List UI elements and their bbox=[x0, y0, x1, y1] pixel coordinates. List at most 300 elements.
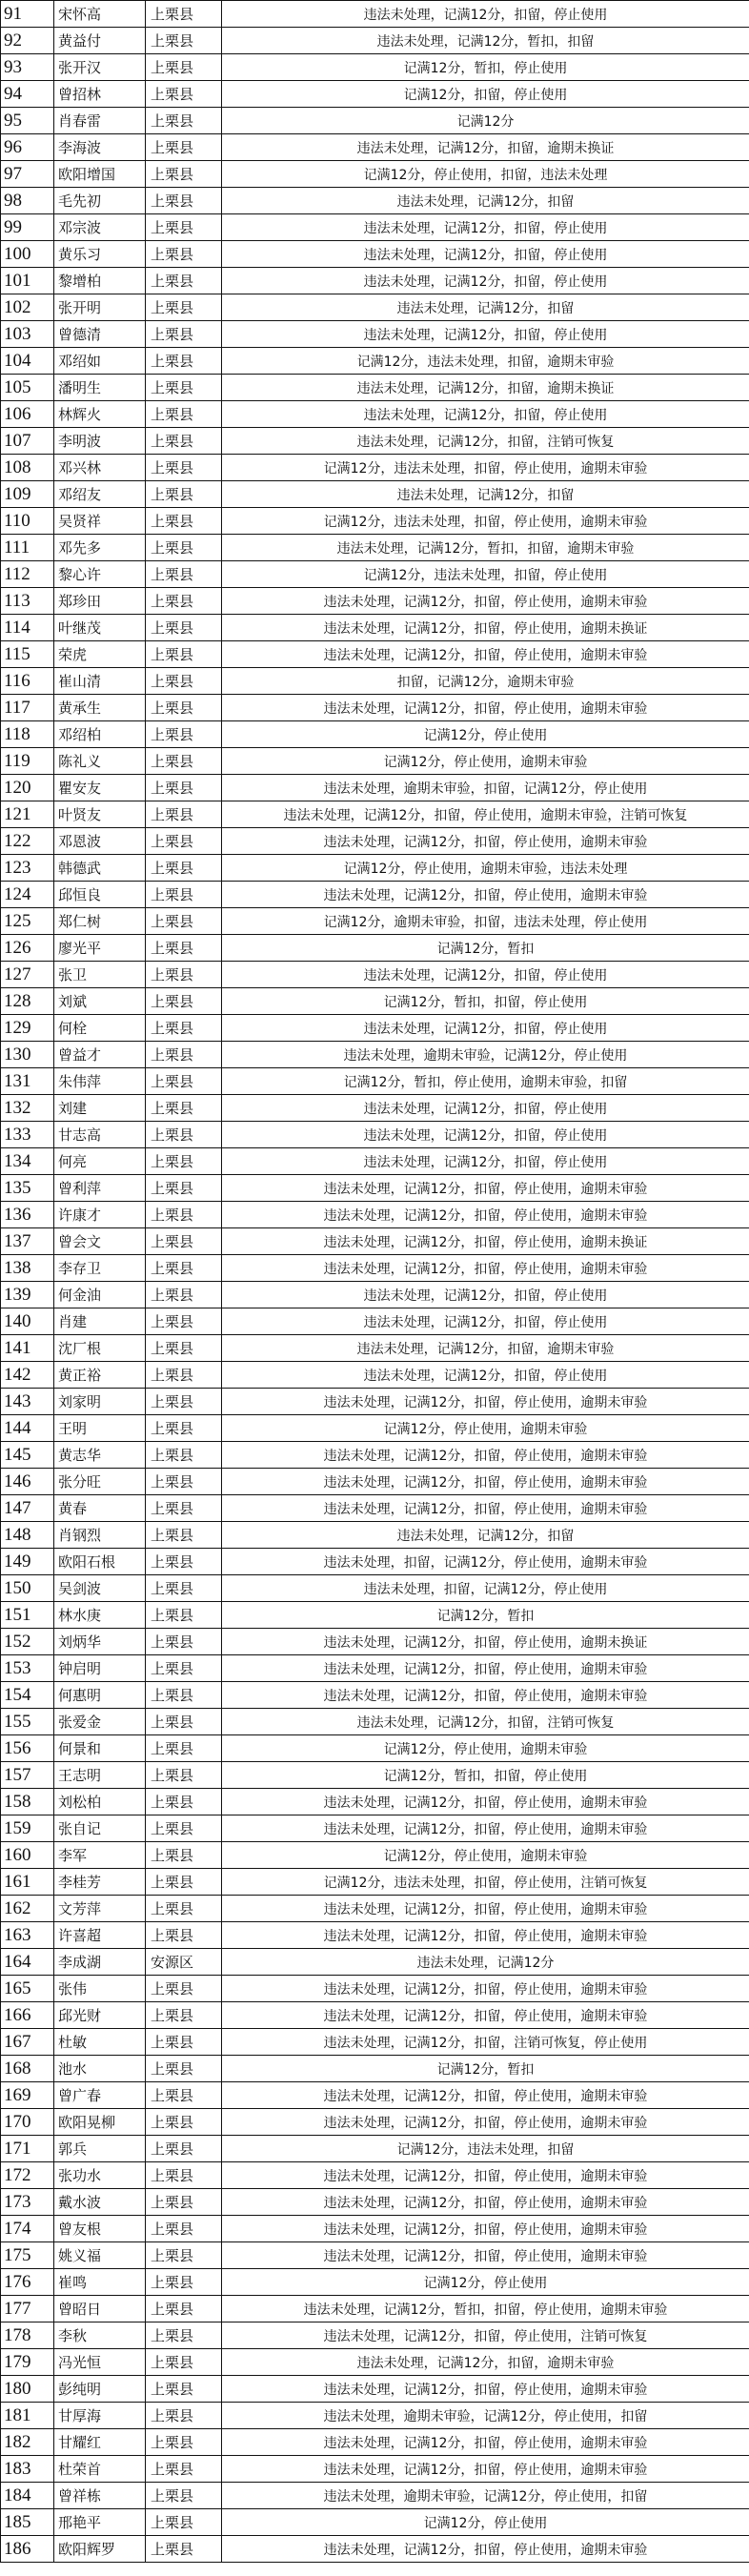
person-name: 杜荣首 bbox=[54, 2456, 146, 2483]
row-number: 156 bbox=[1, 1735, 54, 1762]
violation-status: 违法未处理，记满12分，扣留，停止使用 bbox=[222, 1095, 749, 1122]
row-number: 180 bbox=[1, 2376, 54, 2403]
table-row bbox=[1, 1842, 749, 1869]
row-number: 95 bbox=[1, 108, 54, 134]
row-number: 104 bbox=[1, 348, 54, 375]
person-name: 许康才 bbox=[54, 1202, 146, 1228]
person-name: 林辉火 bbox=[54, 401, 146, 428]
row-number: 158 bbox=[1, 1789, 54, 1815]
person-name: 韩德武 bbox=[54, 855, 146, 882]
person-name: 张自记 bbox=[54, 1815, 146, 1842]
violation-status: 违法未处理，扣留，记满12分，停止使用 bbox=[222, 1575, 749, 1602]
violation-status: 违法未处理，记满12分，扣留，停止使用，逾期未审验 bbox=[222, 1815, 749, 1842]
row-number: 125 bbox=[1, 908, 54, 935]
row-number: 123 bbox=[1, 855, 54, 882]
county-cell: 上栗县 bbox=[146, 1762, 222, 1789]
person-name: 姚义福 bbox=[54, 2242, 146, 2269]
row-number: 135 bbox=[1, 1175, 54, 1202]
row-number: 101 bbox=[1, 268, 54, 294]
row-number: 161 bbox=[1, 1869, 54, 1896]
violation-status: 违法未处理，记满12分，扣留，停止使用，逾期未审验 bbox=[222, 882, 749, 908]
violation-status: 违法未处理，记满12分，扣留，停止使用，逾期未审验 bbox=[222, 1789, 749, 1815]
person-name: 曾益才 bbox=[54, 1042, 146, 1068]
county-cell: 上栗县 bbox=[146, 695, 222, 721]
person-name: 毛先初 bbox=[54, 188, 146, 214]
table-row bbox=[1, 348, 749, 375]
row-number: 141 bbox=[1, 1335, 54, 1362]
row-number: 155 bbox=[1, 1709, 54, 1735]
person-name: 刘家明 bbox=[54, 1389, 146, 1415]
person-name: 欧阳石根 bbox=[54, 1549, 146, 1575]
person-name: 邓先多 bbox=[54, 535, 146, 561]
person-name: 李秋 bbox=[54, 2322, 146, 2349]
violation-status: 记满12分，违法未处理，扣留，逾期未审验 bbox=[222, 348, 749, 375]
violation-status: 违法未处理，记满12分，扣留，停止使用，逾期未审验 bbox=[222, 1976, 749, 2002]
person-name: 邢艳平 bbox=[54, 2509, 146, 2536]
violation-status: 违法未处理，记满12分，扣留，停止使用 bbox=[222, 1122, 749, 1148]
table-row bbox=[1, 2483, 749, 2509]
county-cell: 上栗县 bbox=[146, 641, 222, 668]
table-row bbox=[1, 1442, 749, 1469]
person-name: 李桂芳 bbox=[54, 1869, 146, 1896]
county-cell: 上栗县 bbox=[146, 455, 222, 481]
person-name: 黄春 bbox=[54, 1495, 146, 1522]
county-cell: 上栗县 bbox=[146, 161, 222, 188]
row-number: 178 bbox=[1, 2322, 54, 2349]
person-name: 廖光平 bbox=[54, 935, 146, 962]
county-cell: 上栗县 bbox=[146, 2509, 222, 2536]
county-cell: 上栗县 bbox=[146, 1362, 222, 1389]
table-row bbox=[1, 1415, 749, 1442]
person-name: 邱光财 bbox=[54, 2002, 146, 2029]
violation-status: 违法未处理，记满12分，扣留，停止使用，逾期未审验 bbox=[222, 588, 749, 615]
row-number: 106 bbox=[1, 401, 54, 428]
person-name: 戴水波 bbox=[54, 2189, 146, 2216]
table-row bbox=[1, 1042, 749, 1068]
person-name: 黄正裕 bbox=[54, 1362, 146, 1389]
table-row bbox=[1, 588, 749, 615]
county-cell: 上栗县 bbox=[146, 1842, 222, 1869]
table-row bbox=[1, 2322, 749, 2349]
table-row bbox=[1, 615, 749, 641]
table-row bbox=[1, 188, 749, 214]
violation-status: 记满12分，违法未处理，扣留 bbox=[222, 2136, 749, 2162]
violation-status: 记满12分，逾期未审验，扣留，违法未处理，停止使用 bbox=[222, 908, 749, 935]
table-row bbox=[1, 2536, 749, 2563]
county-cell: 上栗县 bbox=[146, 615, 222, 641]
county-cell: 上栗县 bbox=[146, 268, 222, 294]
violation-status: 扣留，记满12分，逾期未审验 bbox=[222, 668, 749, 695]
row-number: 115 bbox=[1, 641, 54, 668]
table-row bbox=[1, 1175, 749, 1202]
row-number: 173 bbox=[1, 2189, 54, 2216]
violation-status: 违法未处理，记满12分，暂扣，扣留 bbox=[222, 28, 749, 54]
person-name: 潘明生 bbox=[54, 375, 146, 401]
table-row bbox=[1, 1202, 749, 1228]
row-number: 182 bbox=[1, 2429, 54, 2456]
table-row bbox=[1, 908, 749, 935]
table-row bbox=[1, 1789, 749, 1815]
table-row bbox=[1, 1255, 749, 1282]
row-number: 108 bbox=[1, 455, 54, 481]
person-name: 吴剑波 bbox=[54, 1575, 146, 1602]
violation-status: 违法未处理，记满12分，扣留，停止使用，逾期未审验 bbox=[222, 1442, 749, 1469]
violation-status: 违法未处理，记满12分 bbox=[222, 1949, 749, 1976]
person-name: 曾昭日 bbox=[54, 2296, 146, 2322]
county-cell: 上栗县 bbox=[146, 1255, 222, 1282]
row-number: 152 bbox=[1, 1629, 54, 1655]
table-row bbox=[1, 294, 749, 321]
person-name: 张爱金 bbox=[54, 1709, 146, 1735]
person-name: 郭兵 bbox=[54, 2136, 146, 2162]
row-number: 130 bbox=[1, 1042, 54, 1068]
county-cell: 上栗县 bbox=[146, 2002, 222, 2029]
table-row bbox=[1, 641, 749, 668]
person-name: 彭纯明 bbox=[54, 2376, 146, 2403]
violation-status: 违法未处理，记满12分，扣留，停止使用，逾期未换证 bbox=[222, 615, 749, 641]
row-number: 102 bbox=[1, 294, 54, 321]
person-name: 欧阳晃柳 bbox=[54, 2109, 146, 2136]
person-name: 邓绍如 bbox=[54, 348, 146, 375]
person-name: 林水庚 bbox=[54, 1602, 146, 1629]
table-row bbox=[1, 161, 749, 188]
person-name: 刘炳华 bbox=[54, 1629, 146, 1655]
table-row bbox=[1, 2403, 749, 2429]
table-row bbox=[1, 988, 749, 1015]
person-name: 曾会文 bbox=[54, 1228, 146, 1255]
violation-status: 记满12分，违法未处理，扣留，停止使用 bbox=[222, 561, 749, 588]
violation-status: 记满12分，违法未处理，扣留，停止使用，逾期未审验 bbox=[222, 508, 749, 535]
person-name: 邓恩波 bbox=[54, 828, 146, 855]
county-cell: 上栗县 bbox=[146, 1442, 222, 1469]
table-row bbox=[1, 268, 749, 294]
county-cell: 上栗县 bbox=[146, 1068, 222, 1095]
row-number: 172 bbox=[1, 2162, 54, 2189]
table-row bbox=[1, 561, 749, 588]
person-name: 邓绍友 bbox=[54, 481, 146, 508]
row-number: 140 bbox=[1, 1308, 54, 1335]
person-name: 黄益付 bbox=[54, 28, 146, 54]
person-name: 陈礼义 bbox=[54, 748, 146, 775]
person-name: 何栓 bbox=[54, 1015, 146, 1042]
county-cell: 上栗县 bbox=[146, 134, 222, 161]
county-cell: 上栗县 bbox=[146, 294, 222, 321]
row-number: 163 bbox=[1, 1922, 54, 1949]
person-name: 肖春雷 bbox=[54, 108, 146, 134]
violation-status: 违法未处理，扣留，记满12分，停止使用，逾期未审验 bbox=[222, 1549, 749, 1575]
row-number: 177 bbox=[1, 2296, 54, 2322]
county-cell: 上栗县 bbox=[146, 1896, 222, 1922]
table-row bbox=[1, 28, 749, 54]
table-row bbox=[1, 1815, 749, 1842]
row-number: 114 bbox=[1, 615, 54, 641]
county-cell: 上栗县 bbox=[146, 1175, 222, 1202]
violation-status: 记满12分，停止使用，逾期未审验 bbox=[222, 1842, 749, 1869]
county-cell: 上栗县 bbox=[146, 935, 222, 962]
row-number: 153 bbox=[1, 1655, 54, 1682]
table-row bbox=[1, 1575, 749, 1602]
violation-status: 违法未处理，记满12分，扣留，停止使用，逾期未审验 bbox=[222, 2109, 749, 2136]
person-name: 张功水 bbox=[54, 2162, 146, 2189]
row-number: 171 bbox=[1, 2136, 54, 2162]
row-number: 157 bbox=[1, 1762, 54, 1789]
row-number: 176 bbox=[1, 2269, 54, 2296]
violation-status: 违法未处理，记满12分，扣留，停止使用，逾期未审验 bbox=[222, 2456, 749, 2483]
row-number: 109 bbox=[1, 481, 54, 508]
person-name: 刘斌 bbox=[54, 988, 146, 1015]
violation-status: 记满12分 bbox=[222, 108, 749, 134]
violation-status: 记满12分，暂扣，扣留，停止使用 bbox=[222, 988, 749, 1015]
person-name: 文芳萍 bbox=[54, 1896, 146, 1922]
row-number: 183 bbox=[1, 2456, 54, 2483]
row-number: 92 bbox=[1, 28, 54, 54]
county-cell: 上栗县 bbox=[146, 1495, 222, 1522]
person-name: 池水 bbox=[54, 2056, 146, 2082]
county-cell: 上栗县 bbox=[146, 988, 222, 1015]
table-row bbox=[1, 1228, 749, 1255]
row-number: 91 bbox=[1, 1, 54, 28]
row-number: 116 bbox=[1, 668, 54, 695]
county-cell: 上栗县 bbox=[146, 1148, 222, 1175]
table-row bbox=[1, 508, 749, 535]
county-cell: 上栗县 bbox=[146, 721, 222, 748]
county-cell: 上栗县 bbox=[146, 588, 222, 615]
table-row bbox=[1, 748, 749, 775]
county-cell: 上栗县 bbox=[146, 2322, 222, 2349]
row-number: 174 bbox=[1, 2216, 54, 2242]
county-cell: 上栗县 bbox=[146, 108, 222, 134]
person-name: 叶继茂 bbox=[54, 615, 146, 641]
person-name: 曾招林 bbox=[54, 81, 146, 108]
county-cell: 上栗县 bbox=[146, 2136, 222, 2162]
violation-status: 违法未处理，记满12分，扣留，停止使用，逾期未审验 bbox=[222, 2536, 749, 2563]
county-cell: 上栗县 bbox=[146, 1415, 222, 1442]
county-cell: 上栗县 bbox=[146, 1389, 222, 1415]
person-name: 曾友根 bbox=[54, 2216, 146, 2242]
county-cell: 上栗县 bbox=[146, 1815, 222, 1842]
row-number: 103 bbox=[1, 321, 54, 348]
table-row bbox=[1, 2056, 749, 2082]
table-row bbox=[1, 2002, 749, 2029]
person-name: 杜敏 bbox=[54, 2029, 146, 2056]
county-cell: 上栗县 bbox=[146, 1469, 222, 1495]
violation-status: 记满12分，停止使用，逾期未审验 bbox=[222, 748, 749, 775]
table-row bbox=[1, 81, 749, 108]
person-name: 张开明 bbox=[54, 294, 146, 321]
violation-status: 违法未处理，记满12分，扣留，停止使用 bbox=[222, 214, 749, 241]
person-name: 黄承生 bbox=[54, 695, 146, 721]
county-cell: 上栗县 bbox=[146, 401, 222, 428]
county-cell: 上栗县 bbox=[146, 2029, 222, 2056]
table-row bbox=[1, 214, 749, 241]
table-row bbox=[1, 2242, 749, 2269]
person-name: 曾广春 bbox=[54, 2082, 146, 2109]
violation-status: 违法未处理，记满12分，扣留，逾期未审验 bbox=[222, 2349, 749, 2376]
violation-status: 违法未处理，记满12分，扣留，停止使用，逾期未审验 bbox=[222, 2242, 749, 2269]
table-row bbox=[1, 1495, 749, 1522]
person-name: 肖钢烈 bbox=[54, 1522, 146, 1549]
person-name: 郑珍田 bbox=[54, 588, 146, 615]
person-name: 刘松柏 bbox=[54, 1789, 146, 1815]
row-number: 96 bbox=[1, 134, 54, 161]
violation-status: 违法未处理，记满12分，扣留，停止使用 bbox=[222, 401, 749, 428]
county-cell: 上栗县 bbox=[146, 375, 222, 401]
county-cell: 上栗县 bbox=[146, 2162, 222, 2189]
county-cell: 上栗县 bbox=[146, 2269, 222, 2296]
person-name: 欧阳增国 bbox=[54, 161, 146, 188]
table-row bbox=[1, 1709, 749, 1735]
row-number: 124 bbox=[1, 882, 54, 908]
row-number: 146 bbox=[1, 1469, 54, 1495]
county-cell: 上栗县 bbox=[146, 908, 222, 935]
county-cell: 上栗县 bbox=[146, 1202, 222, 1228]
row-number: 154 bbox=[1, 1682, 54, 1709]
row-number: 142 bbox=[1, 1362, 54, 1389]
table-row bbox=[1, 1655, 749, 1682]
violation-status: 违法未处理，记满12分，扣留，注销可恢复 bbox=[222, 1709, 749, 1735]
violation-status: 违法未处理，记满12分，扣留，停止使用，逾期未审验 bbox=[222, 641, 749, 668]
violation-status: 违法未处理，逾期未审验，记满12分，停止使用，扣留 bbox=[222, 2483, 749, 2509]
county-cell: 上栗县 bbox=[146, 2056, 222, 2082]
violation-status: 记满12分，扣留，停止使用 bbox=[222, 81, 749, 108]
table-row bbox=[1, 1469, 749, 1495]
row-number: 129 bbox=[1, 1015, 54, 1042]
county-cell: 上栗县 bbox=[146, 801, 222, 828]
table-row bbox=[1, 535, 749, 561]
row-number: 160 bbox=[1, 1842, 54, 1869]
violation-status: 记满12分，停止使用 bbox=[222, 2269, 749, 2296]
row-number: 150 bbox=[1, 1575, 54, 1602]
county-cell: 上栗县 bbox=[146, 1228, 222, 1255]
row-number: 118 bbox=[1, 721, 54, 748]
county-cell: 上栗县 bbox=[146, 348, 222, 375]
table-row bbox=[1, 801, 749, 828]
violation-status: 违法未处理，记满12分，扣留，停止使用，逾期未审验 bbox=[222, 2082, 749, 2109]
person-name: 沈厂根 bbox=[54, 1335, 146, 1362]
records-table-body bbox=[1, 1, 749, 2563]
row-number: 143 bbox=[1, 1389, 54, 1415]
row-number: 99 bbox=[1, 214, 54, 241]
violation-status: 违法未处理，记满12分，扣留，停止使用，逾期未审验 bbox=[222, 1682, 749, 1709]
table-row bbox=[1, 2456, 749, 2483]
violation-status: 记满12分，暂扣，扣留，停止使用 bbox=[222, 1762, 749, 1789]
person-name: 邓宗波 bbox=[54, 214, 146, 241]
row-number: 131 bbox=[1, 1068, 54, 1095]
table-row bbox=[1, 1389, 749, 1415]
violation-status: 违法未处理，记满12分，扣留，逾期未审验 bbox=[222, 1335, 749, 1362]
county-cell: 上栗县 bbox=[146, 241, 222, 268]
person-name: 李存卫 bbox=[54, 1255, 146, 1282]
table-row bbox=[1, 54, 749, 81]
county-cell: 上栗县 bbox=[146, 214, 222, 241]
county-cell: 上栗县 bbox=[146, 1122, 222, 1148]
violation-status: 违法未处理，逾期未审验，扣留，记满12分，停止使用 bbox=[222, 775, 749, 801]
county-cell: 上栗县 bbox=[146, 2296, 222, 2322]
row-number: 147 bbox=[1, 1495, 54, 1522]
person-name: 欧阳辉罗 bbox=[54, 2536, 146, 2563]
row-number: 159 bbox=[1, 1815, 54, 1842]
person-name: 吴贤祥 bbox=[54, 508, 146, 535]
person-name: 李海波 bbox=[54, 134, 146, 161]
violation-status: 违法未处理，记满12分，扣留，停止使用 bbox=[222, 1015, 749, 1042]
person-name: 张伟 bbox=[54, 1976, 146, 2002]
row-number: 169 bbox=[1, 2082, 54, 2109]
violation-status: 记满12分，暂扣 bbox=[222, 2056, 749, 2082]
violation-status: 违法未处理，记满12分，扣留，停止使用，注销可恢复 bbox=[222, 2322, 749, 2349]
table-row bbox=[1, 2136, 749, 2162]
person-name: 张开汉 bbox=[54, 54, 146, 81]
table-row bbox=[1, 1629, 749, 1655]
table-row bbox=[1, 855, 749, 882]
person-name: 黄志华 bbox=[54, 1442, 146, 1469]
violation-status: 违法未处理，记满12分，扣留，停止使用 bbox=[222, 1308, 749, 1335]
row-number: 170 bbox=[1, 2109, 54, 2136]
table-row bbox=[1, 721, 749, 748]
row-number: 112 bbox=[1, 561, 54, 588]
row-number: 98 bbox=[1, 188, 54, 214]
row-number: 149 bbox=[1, 1549, 54, 1575]
person-name: 曾德清 bbox=[54, 321, 146, 348]
person-name: 李明波 bbox=[54, 428, 146, 455]
county-cell: 上栗县 bbox=[146, 828, 222, 855]
table-row bbox=[1, 2216, 749, 2242]
row-number: 185 bbox=[1, 2509, 54, 2536]
person-name: 黎增柏 bbox=[54, 268, 146, 294]
table-row bbox=[1, 1735, 749, 1762]
county-cell: 上栗县 bbox=[146, 1095, 222, 1122]
row-number: 132 bbox=[1, 1095, 54, 1122]
person-name: 黄乐习 bbox=[54, 241, 146, 268]
table-row bbox=[1, 2162, 749, 2189]
county-cell: 上栗县 bbox=[146, 28, 222, 54]
table-row bbox=[1, 1922, 749, 1949]
table-row bbox=[1, 2296, 749, 2322]
violation-status: 记满12分，暂扣 bbox=[222, 1602, 749, 1629]
violation-status: 违法未处理，记满12分，扣留，停止使用 bbox=[222, 321, 749, 348]
row-number: 136 bbox=[1, 1202, 54, 1228]
violation-status: 违法未处理，逾期未审验，记满12分，停止使用，扣留 bbox=[222, 2403, 749, 2429]
person-name: 叶贤友 bbox=[54, 801, 146, 828]
table-row bbox=[1, 1308, 749, 1335]
violation-status: 记满12分，违法未处理，扣留，停止使用，注销可恢复 bbox=[222, 1869, 749, 1896]
table-row bbox=[1, 2509, 749, 2536]
violation-status: 违法未处理，记满12分，扣留，注销可恢复，停止使用 bbox=[222, 2029, 749, 2056]
table-row bbox=[1, 1549, 749, 1575]
county-cell: 上栗县 bbox=[146, 54, 222, 81]
violation-status: 违法未处理，记满12分，扣留，停止使用，逾期未审验 bbox=[222, 695, 749, 721]
person-name: 许喜超 bbox=[54, 1922, 146, 1949]
violation-status: 记满12分，停止使用 bbox=[222, 721, 749, 748]
table-row bbox=[1, 1122, 749, 1148]
county-cell: 上栗县 bbox=[146, 1335, 222, 1362]
county-cell: 上栗县 bbox=[146, 1922, 222, 1949]
county-cell: 上栗县 bbox=[146, 2403, 222, 2429]
county-cell: 上栗县 bbox=[146, 2242, 222, 2269]
row-number: 175 bbox=[1, 2242, 54, 2269]
row-number: 133 bbox=[1, 1122, 54, 1148]
table-row bbox=[1, 2349, 749, 2376]
county-cell: 上栗县 bbox=[146, 2349, 222, 2376]
county-cell: 安源区 bbox=[146, 1949, 222, 1976]
county-cell: 上栗县 bbox=[146, 1602, 222, 1629]
county-cell: 上栗县 bbox=[146, 1549, 222, 1575]
county-cell: 上栗县 bbox=[146, 561, 222, 588]
row-number: 145 bbox=[1, 1442, 54, 1469]
row-number: 119 bbox=[1, 748, 54, 775]
table-row bbox=[1, 1335, 749, 1362]
table-row bbox=[1, 828, 749, 855]
person-name: 甘志高 bbox=[54, 1122, 146, 1148]
